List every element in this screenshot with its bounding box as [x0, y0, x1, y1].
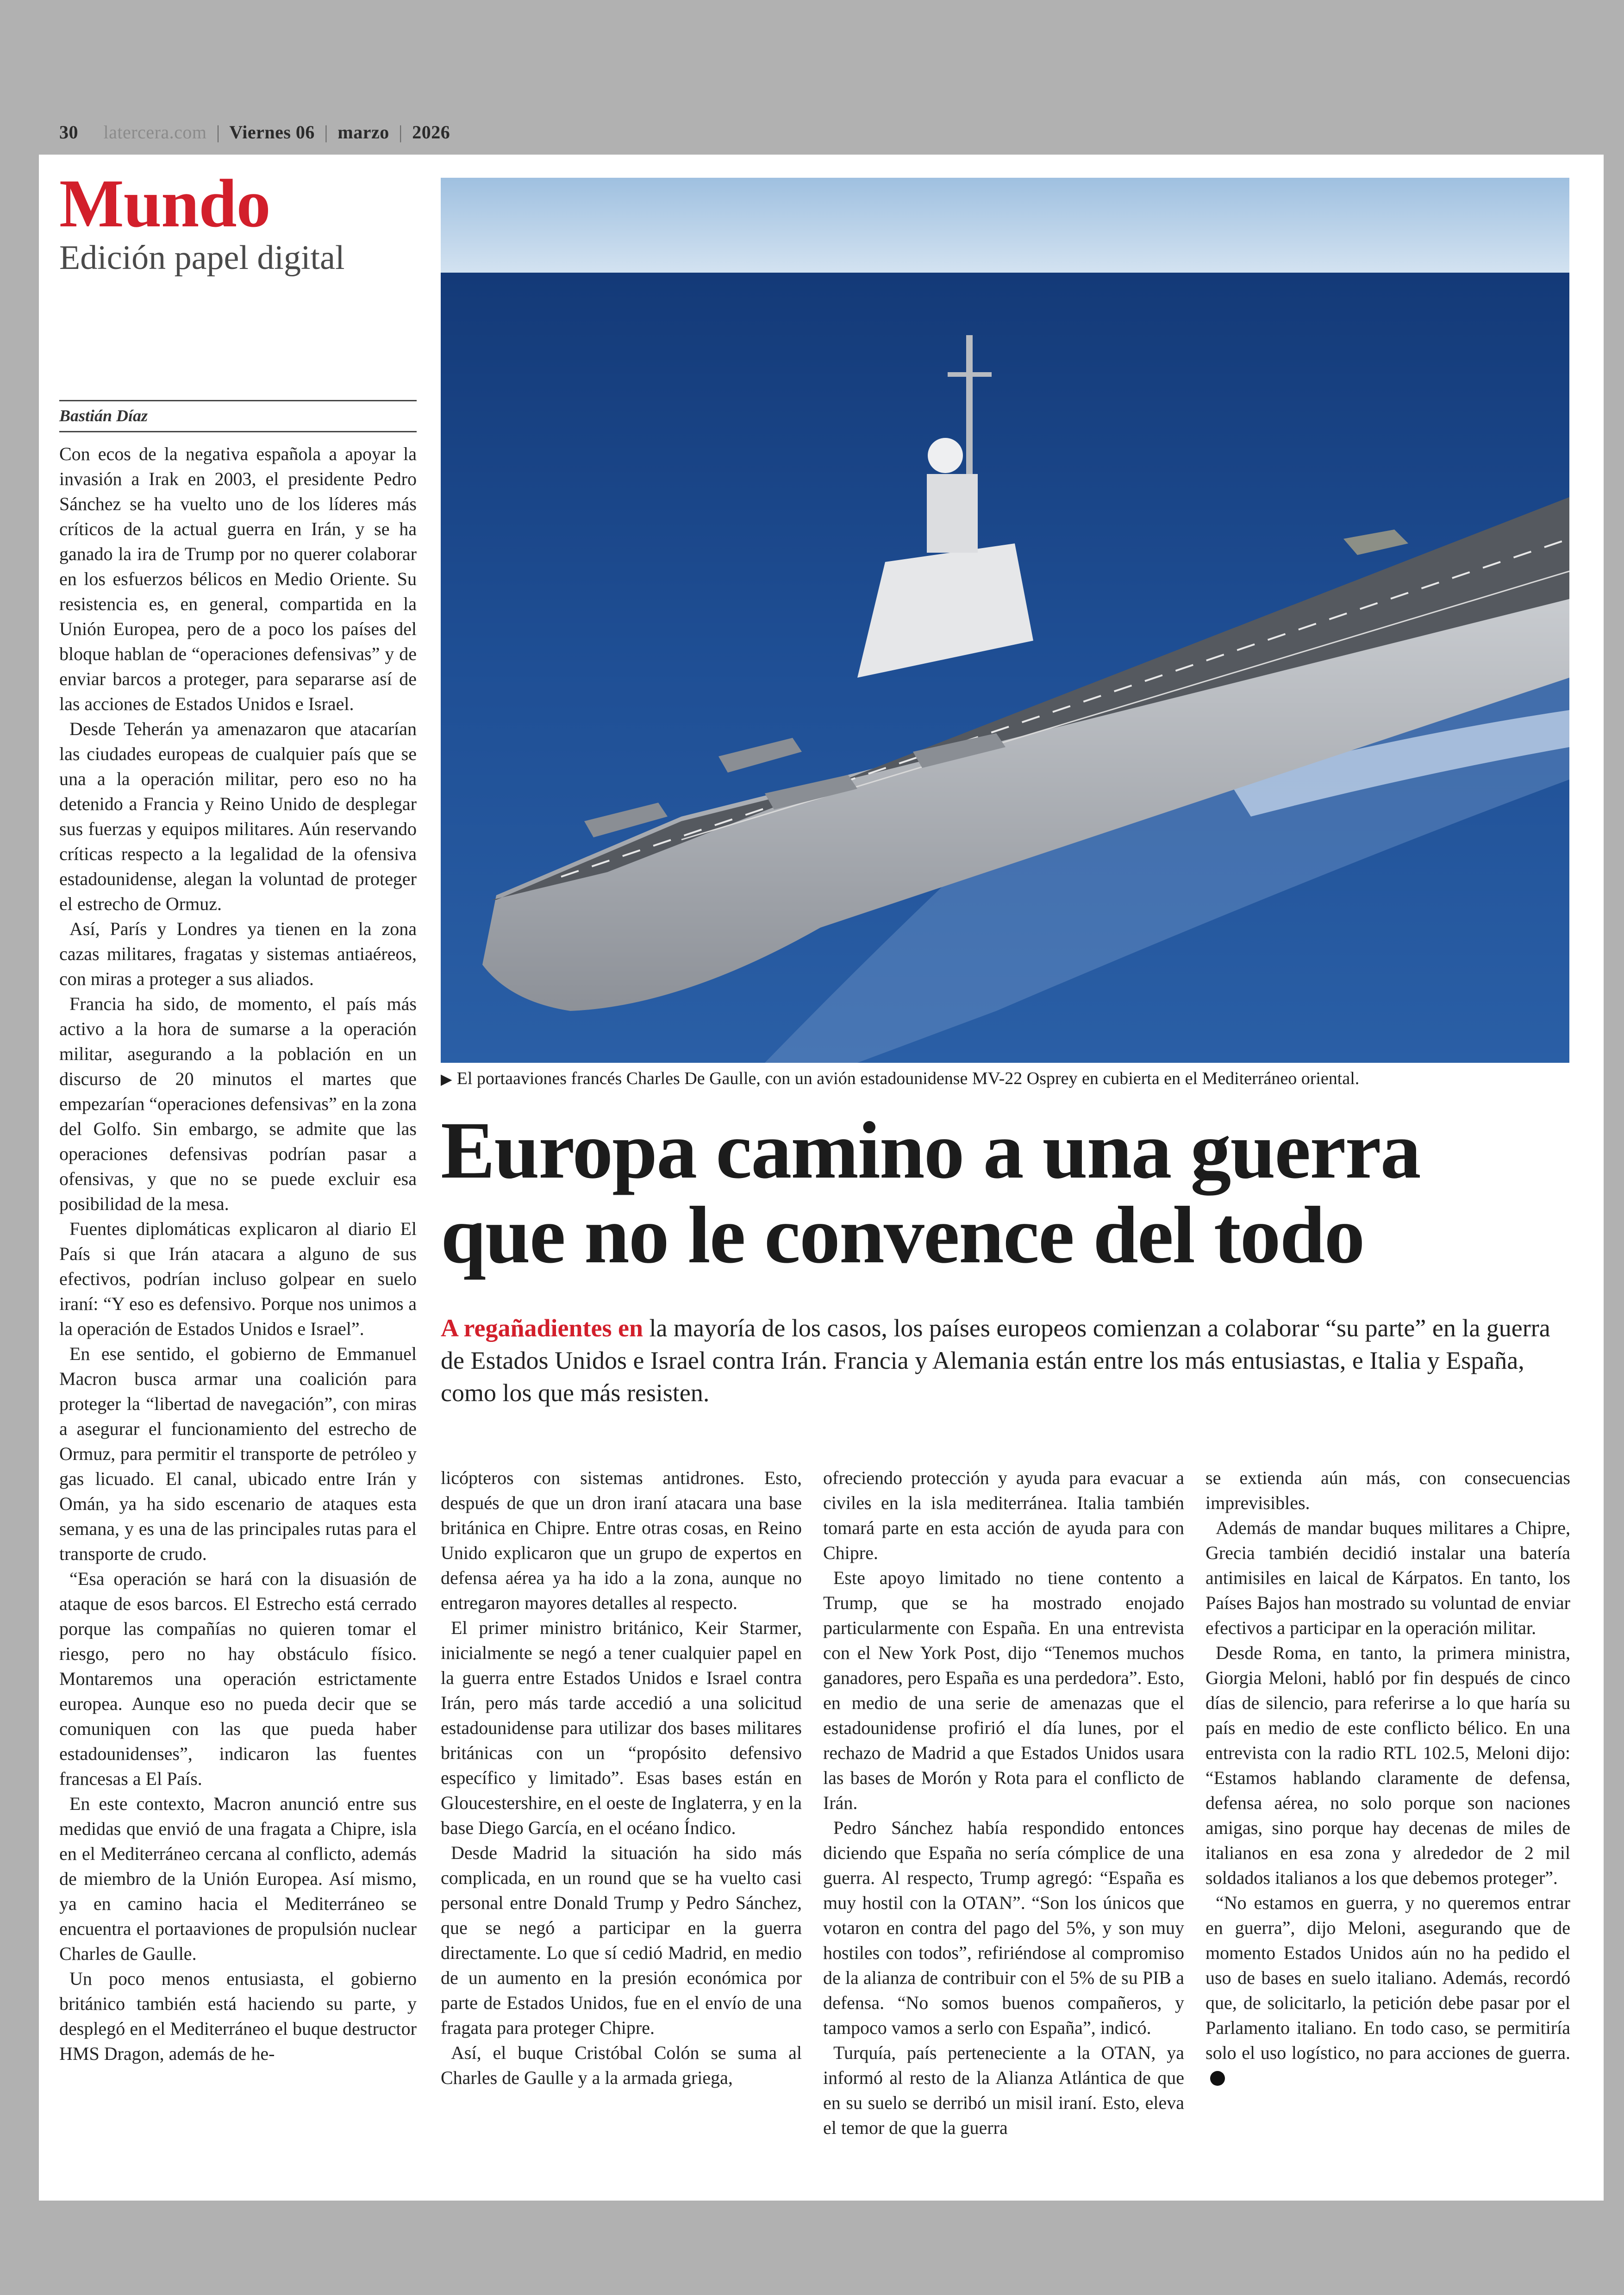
- paragraph: [1206, 1890, 1570, 2090]
- caption-text: El portaaviones francés Charles De Gaulle, con un avión estadounidense MV-22 Osprey en cubierta en el Mediterráneo oriental.: [456, 1069, 1360, 1088]
- photo-illustration: [441, 178, 1569, 1063]
- folio-day: Viernes 06: [229, 122, 315, 143]
- paragraph: Pedro Sánchez había respondido entonces diciendo que España no sería cómplice de una guerra. Al respecto, Trump agregó: “España es muy hostil con la OTAN”. “Son los únicos que votaron en contra del pago del 5%, y son muy hostiles con todos”, refiriéndose al compromiso de la alianza de contribuir con el 5% de su PIB a defensa. “No somos buenos compañeros, y tampoco vamos a serlo con España”, indicó.: [823, 1817, 1184, 2038]
- carrier-tower: [927, 474, 978, 553]
- section-title: Mundo: [59, 166, 270, 242]
- paragraph: Turquía, país perteneciente a la OTAN, ya informó al resto de la Alianza Atlántica de que en su suelo se derribó un misil iraní. Esto, eleva el temor de que la guerra: [823, 2042, 1184, 2138]
- deck-text: la mayoría de los casos, los países europeos comienzan a colaborar “su parte” en la guerra de Estados Unidos e Israel contra Irán. Francia y Alemania están entre los más entusiastas, e Italia y España, como los que más resisten.: [441, 1314, 1550, 1407]
- paragraph: Fuentes diplomáticas explicaron al diario El País si que Irán atacara a alguno de sus efectivos, podrían incluso golpear en suelo iraní: “Y eso es defensivo. Porque nos unimos a la operación de Estados Unidos e Israel”.: [59, 1218, 417, 1339]
- paragraph: En este contexto, Macron anunció entre sus medidas que envió de una fragata a Chipre, isla en el Mediterráneo cercana al conflicto, además de miembro de la Unión Europea. Así mismo, ya en camino hacia el Mediterráneo se encuentra el portaaviones de propulsión nuclear Charles de Gaulle.: [59, 1793, 417, 1964]
- article-column-4: [1206, 1466, 1570, 2090]
- article-column-2: [441, 1466, 802, 2090]
- photo-caption: [441, 1067, 1580, 1090]
- folio-month: marzo: [337, 122, 389, 143]
- section-subtitle: Edición papel digital: [59, 239, 345, 277]
- mast: [966, 335, 973, 474]
- article-deck: [441, 1312, 1580, 1409]
- folio-year: 2026: [412, 122, 450, 143]
- caption-triangle-icon: ▶: [441, 1071, 452, 1087]
- paragraph: Este apoyo limitado no tiene contento a Trump, que se ha mostrado enojado particularmente con España. En una entrevista con el New York Post, dijo “Tenemos muchos ganadores, pero España es una perdedora”. Esto, en medio de una serie de amenazas que el estadounidense profirió el día lunes, por el rechazo de Madrid a que Estados Unidos usara las bases de Morón y Rota para el conflicto de Irán.: [823, 1567, 1184, 1813]
- paragraph: Desde Madrid la situación ha sido más complicada, en un round que se ha vuelto casi personal entre Donald Trump y Pedro Sánchez, que se negó a participar en la guerra directamente. Lo que sí cedió Madrid, en medio de un aumento en la presión económica por parte de Estados Unidos, fue en el envío de una fragata para proteger Chipre.: [441, 1842, 802, 2038]
- paragraph: ofreciendo protección y ayuda para evacuar a civiles en la isla mediterránea. Italia también tomará parte en esta acción de ayuda para con Chipre.: [823, 1467, 1184, 1563]
- deck-lead: A regañadientes en: [441, 1314, 643, 1342]
- site-name: latercera.com: [103, 122, 207, 143]
- mast-yard: [948, 372, 992, 377]
- paragraph: Así, el buque Cristóbal Colón se suma al Charles de Gaulle y a la armada griega,: [441, 2042, 802, 2088]
- headline-line-1: Europa camino a una guerra: [441, 1105, 1420, 1196]
- paragraph: Desde Teherán ya amenazaron que atacarían las ciudades europeas de cualquier país que se una a la operación militar, pero eso no ha detenido a Francia y Reino Unido de desplegar sus fuerzas y equipos militares. Aún reservando críticas respecto a la legalidad de la ofensiva estadounidense, alegan la voluntad de proteger el estrecho de Ormuz.: [59, 718, 417, 914]
- paragraph: Desde Roma, en tanto, la primera ministra, Giorgia Meloni, habló por fin después de cinco días de silencio, para referirse a lo que haría su país en medio de este conflicto bélico. En una entrevista con la radio RTL 102.5, Meloni dijo: “Estamos hablando claramente de defensa, defensa aérea, no solo porque son naciones amigas, sino porque hay decenas de miles de italianos en esa zona y alrededor de 2 mil soldados italianos a los que debemos proteger”.: [1206, 1642, 1570, 1888]
- paragraph: Así, París y Londres ya tienen en la zona cazas militares, fragatas y sistemas antiaéreos, con miras a proteger a sus aliados.: [59, 918, 417, 989]
- paragraph: Un poco menos entusiasta, el gobierno británico también está haciendo su parte, y desplegó en el Mediterráneo el buque destructor HMS Dragon, además de he-: [59, 1968, 417, 2064]
- paragraph: se extienda aún más, con consecuencias imprevisibles.: [1206, 1467, 1570, 1513]
- headline-line-2: que no le convence del todo: [441, 1190, 1364, 1281]
- paragraph: Francia ha sido, de momento, el país más activo a la hora de sumarse a la operación militar, asegurando a la población en un discurso de 20 minutos el martes que empezarían “operaciones defensivas” en la zona del Golfo. Sin embargo, se admite que las operaciones defensivas podrían pasar a ofensivas, y que no se puede excluir esa posibilidad de la mesa.: [59, 993, 417, 1214]
- page-number: 30: [59, 122, 78, 143]
- paragraph: licópteros con sistemas antidrones. Esto, después de que un dron iraní atacara una base británica en Chipre. Entre otras cosas, en Reino Unido explicaron que un grupo de expertos en defensa aérea ya ha ido a la zona, aunque no entregaron mayores detalles al respecto.: [441, 1467, 802, 1613]
- paragraph: En ese sentido, el gobierno de Emmanuel Macron busca armar una coalición para proteger la “libertad de navegación”, con miras a asegurar el funcionamiento del estrecho de Ormuz, para permitir el transporte de petróleo y gas licuado. El canal, ubicado entre Irán y Omán, ya ha sido escenario de ataques esta semana, y es una de las principales rutas para el transporte de crudo.: [59, 1343, 417, 1564]
- folio-separator: |: [216, 122, 220, 143]
- paragraph: Con ecos de la negativa española a apoyar la invasión a Irak en 2003, el presidente Pedro Sánchez se ha vuelto uno de los líderes más críticos de la actual guerra en Irán, y se ha ganado la ira de Trump por no querer colaborar en los esfuerzos bélicos en Medio Oriente. Su resistencia es, en general, compartida en la Unión Europea, pero de a poco los países del bloque hablan de “operaciones defensivas” y de enviar barcos a proteger, para separarse así de las acciones de Estados Unidos e Israel.: [59, 443, 417, 714]
- page-folio: [59, 121, 450, 143]
- end-of-article-icon: [1210, 2071, 1225, 2086]
- folio-separator: |: [324, 122, 328, 143]
- paragraph: “Esa operación se hará con la disuasión de ataque de esos barcos. El Estrecho está cerrado porque las compañías no quieren tomar el riesgo, pero no hay obstáculo físico. Montaremos una operación estrictamente europea. Aunque eso no pueda decir que se comuniquen con las que pueda haber estadounidenses”, indicaron las fuentes francesas a El País.: [59, 1568, 417, 1789]
- radar-dome: [928, 438, 963, 473]
- article-column-3: [823, 1466, 1184, 2140]
- byline: Bastián Díaz: [59, 400, 417, 432]
- aircraft-carrier-photo: [441, 178, 1569, 1063]
- article-column-1: [59, 442, 417, 2168]
- paragraph-text: “No estamos en guerra, y no queremos entrar en guerra”, dijo Meloni, asegurando que de momento Estados Unidos aún no ha pedido el uso de bases en suelo italiano. Además, recordó que, de solicitarlo, la petición debe pasar por el Parlamento italiano. En todo caso, se permitiría solo el uso logístico, no para acciones de guerra.: [1206, 1892, 1570, 2063]
- folio-separator: |: [399, 122, 403, 143]
- sky: [441, 178, 1569, 275]
- paragraph: El primer ministro británico, Keir Starmer, inicialmente se negó a tener cualquier papel en la guerra entre Estados Unidos e Israel contra Irán, pero más tarde accedió a una solicitud estadounidense para utilizar dos bases militares británicas con un “propósito defensivo específico y limitado”. Esas bases están en Gloucestershire, en el oeste de Inglaterra, y en la base Diego García, en el océano Índico.: [441, 1617, 802, 1838]
- newspaper-page: [39, 155, 1604, 2201]
- headline: [441, 1105, 1580, 1281]
- paragraph: Además de mandar buques militares a Chipre, Grecia también decidió instalar una batería antimisiles en laical de Kárpatos. En tanto, los Países Bajos han mostrado su voluntad de enviar efectivos a participar en la operación militar.: [1206, 1517, 1570, 1638]
